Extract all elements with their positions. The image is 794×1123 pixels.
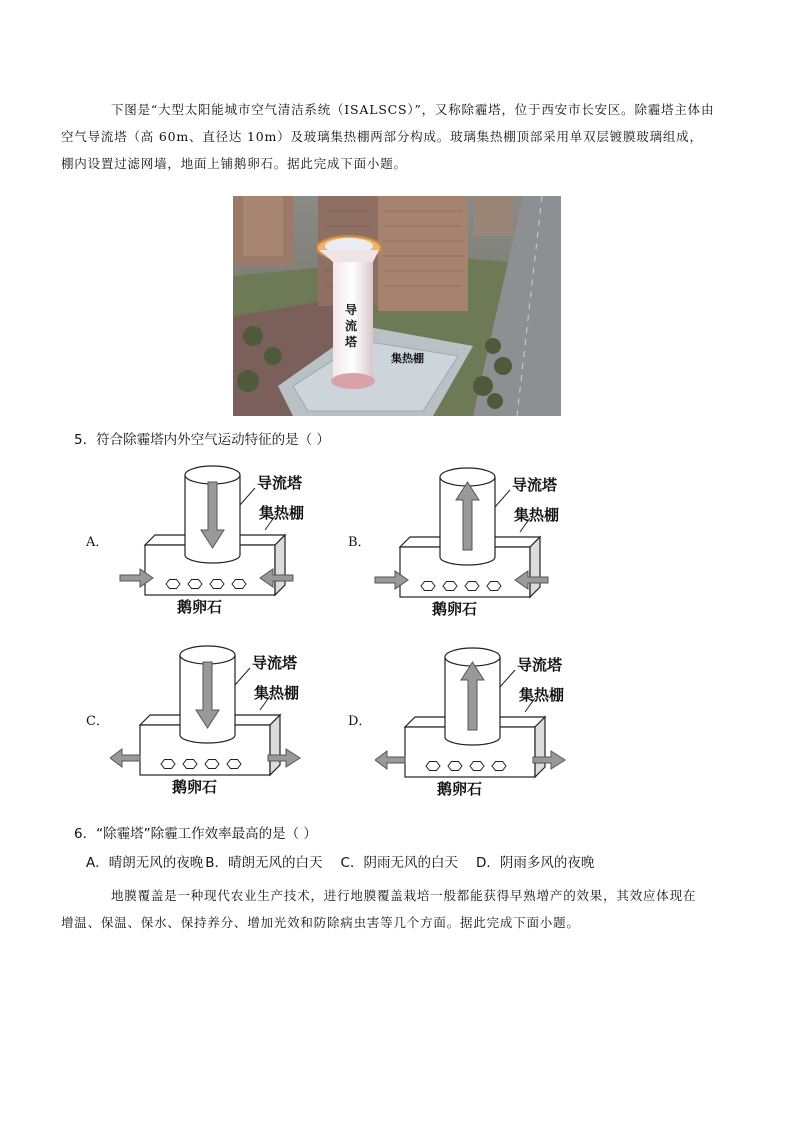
photo-shed-label: 集热棚 xyxy=(391,352,424,365)
pebble-shape xyxy=(443,582,457,591)
q6-option-c: C．阴雨无风的白天 xyxy=(340,855,458,871)
pebble-shape xyxy=(161,760,175,769)
pebble-shape xyxy=(426,762,440,771)
q5-option-b-diagram xyxy=(370,462,580,626)
q5-option-a-diagram xyxy=(115,460,325,624)
pebble-shape xyxy=(421,582,435,591)
q6-options xyxy=(86,851,596,871)
q5-option-a-ground-label: 鹅卵石 xyxy=(177,598,223,616)
intro-paragraph xyxy=(61,96,726,177)
pebble-shape xyxy=(232,580,246,589)
q5-option-a-shed-label: 集热棚 xyxy=(259,504,305,522)
passage2-line-2: 增温、保温、保水、保持养分、增加光效和防除病虫害等几个方面。据此完成下面小题。 xyxy=(61,915,580,930)
passage2-paragraph xyxy=(61,882,726,936)
q6-option-b: B．晴朗无风的白天 xyxy=(205,855,323,871)
q5-option-d-diagram xyxy=(375,642,585,806)
pebble-shape xyxy=(492,762,506,771)
q5-option-b-tower-label: 导流塔 xyxy=(512,476,558,494)
intro-line-1: 下图是“大型太阳能城市空气清洁系统（ISALSCS）”，又称除霾塔，位于西安市长安区。除霾塔主体由 xyxy=(111,102,715,117)
q6-option-a: A．晴朗无风的夜晚 xyxy=(86,855,204,871)
q5-option-a-letter: A． xyxy=(86,535,109,550)
pebble-shape xyxy=(487,582,501,591)
pebble-shape xyxy=(448,762,462,771)
pebble-shape xyxy=(183,760,197,769)
pebble-shape xyxy=(205,760,219,769)
q5-option-c-diagram xyxy=(110,640,320,804)
q5-option-d-tower-label: 导流塔 xyxy=(517,656,563,674)
q6-option-d: D．阴雨多风的夜晚 xyxy=(475,855,595,871)
pebble-shape xyxy=(465,582,479,591)
q5-option-d-shed-label: 集热棚 xyxy=(519,686,565,704)
q5-stem: 5．符合除霾塔内外空气运动特征的是（ ） xyxy=(74,432,330,448)
photo-tower-label-2: 流 xyxy=(344,319,358,333)
pebble-shape xyxy=(227,760,241,769)
q5-option-d-ground-label: 鹅卵石 xyxy=(437,780,483,798)
intro-line-2: 空气导流塔（高 60m、直径达 10m）及玻璃集热棚两部分构成。玻璃集热棚顶部采用单双层镀膜玻璃组成， xyxy=(61,129,703,144)
pebble-shape xyxy=(470,762,484,771)
q5-option-a-tower-label: 导流塔 xyxy=(257,474,303,492)
q5-option-c-shed-label: 集热棚 xyxy=(254,684,300,702)
q5-option-b-letter: B． xyxy=(348,535,371,550)
pebble-shape xyxy=(166,580,180,589)
intro-line-3: 棚内设置过滤网墙，地面上铺鹅卵石。据此完成下面小题。 xyxy=(61,156,407,171)
smog-tower-photo xyxy=(233,196,561,416)
pebble-shape xyxy=(210,580,224,589)
q5-option-d-letter: D． xyxy=(348,714,372,729)
q5-option-b-ground-label: 鹅卵石 xyxy=(432,600,478,618)
pebble-shape xyxy=(188,580,202,589)
q6-stem: 6．“除霾塔”除霾工作效率最高的是（ ） xyxy=(74,826,317,842)
q5-option-c-ground-label: 鹅卵石 xyxy=(172,778,218,796)
q5-option-c-letter: C． xyxy=(86,714,109,729)
photo-tower-label-3: 塔 xyxy=(344,335,358,349)
q5-option-b-shed-label: 集热棚 xyxy=(514,506,560,524)
passage2-line-1: 地膜覆盖是一种现代农业生产技术，进行地膜覆盖栽培一般都能获得早熟增产的效果，其效应体现在 xyxy=(111,888,697,903)
photo-tower-label-1: 导 xyxy=(344,303,358,317)
q5-option-c-tower-label: 导流塔 xyxy=(252,654,298,672)
